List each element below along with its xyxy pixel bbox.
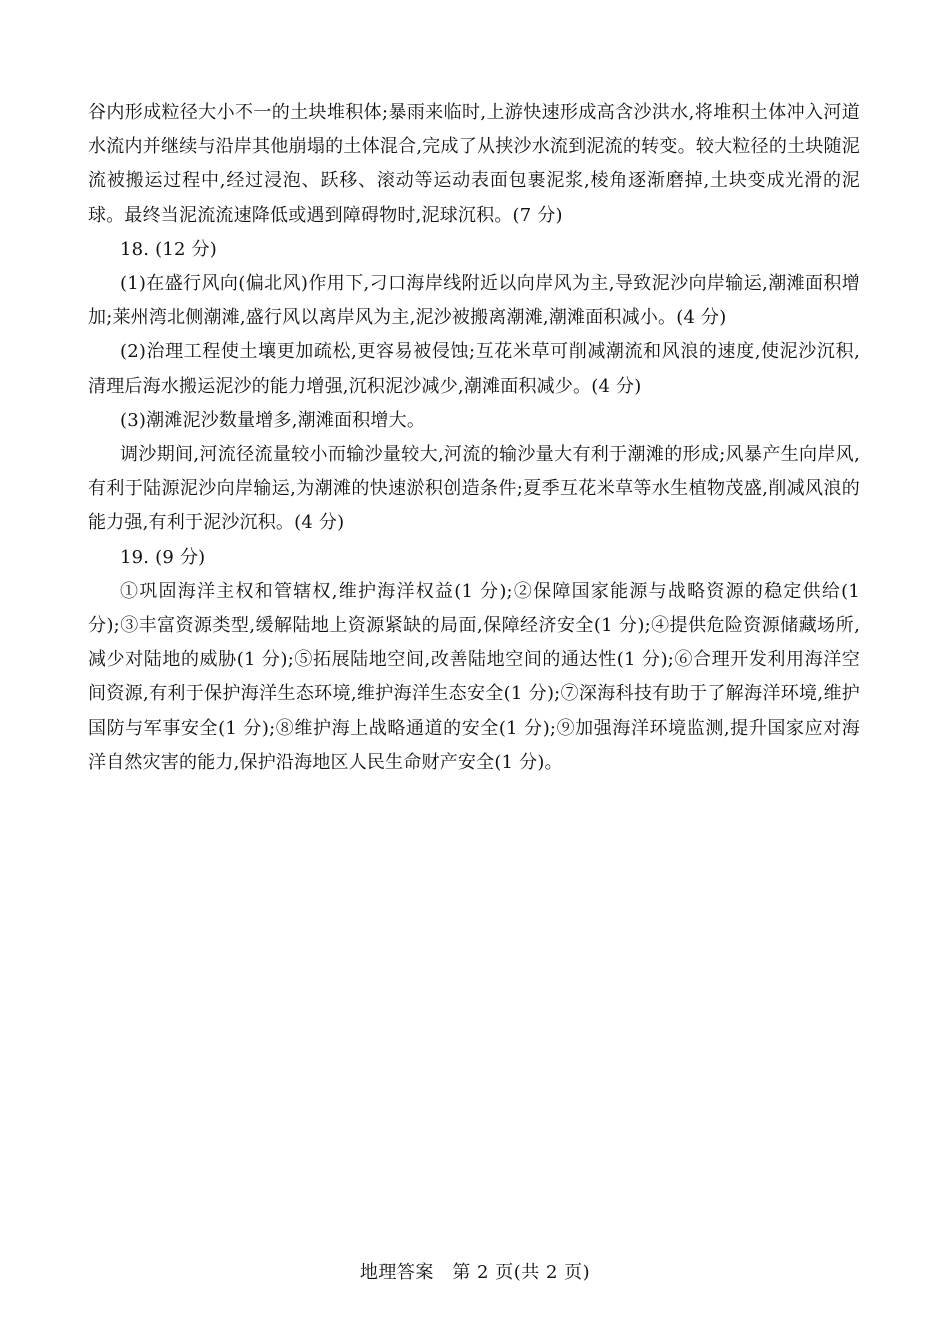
q18-heading: 18. (12 分) xyxy=(120,238,218,260)
q19-heading: 19. (9 分) xyxy=(120,546,206,568)
q17-answer-continuation: 谷内形成粒径大小不一的土块堆积体;暴雨来临时,上游快速形成高含沙洪水,将堆积土体冲入河道水流内并继续与沿岸其他崩塌的土体混合,完成了从挟沙水流到泥流的转变。较大粒径的土块随泥流被搬运过程中,经过浸泡、跃移、滚动等运动表面包裹泥浆,棱角逐渐磨掉,土块变成光滑的泥球。最终当泥流流速降低或遇到障碍物时,泥球沉积。(7 分) xyxy=(88,102,860,226)
q19-answer: ①巩固海洋主权和管辖权,维护海洋权益(1 分);②保障国家能源与战略资源的稳定供给(1 分);③丰富资源类型,缓解陆地上资源紧缺的局面,保障经济安全(1 分);④提供危险资源储藏场所,减少对陆地的威胁(1 分);⑤拓展陆地空间,改善陆地空间的通达性(1 分);⑥合理开发利用海洋空间资源,有利于保护海洋生态环境,维护海洋生态安全(1 分);⑦深海科技有助于了解海洋环境,维护国防与军事安全(1 分);⑧维护海上战略通道的安全(1 分);⑨加强海洋环境监测,提升国家应对海洋自然灾害的能力,保护沿海地区人民生命财产安全(1 分)。 xyxy=(88,580,860,773)
q18-part3-answer: (3)潮滩泥沙数量增多,潮滩面积增大。 xyxy=(120,409,426,431)
q18-part3-explanation: 调沙期间,河流径流量较小而输沙量较大,河流的输沙量大有利于潮滩的形成;风暴产生向岸风,有利于陆源泥沙向岸输运,为潮滩的快速淤积创造条件;夏季互花米草等水生植物茂盛,削减风浪的能力强,有利于泥沙沉积。(4 分) xyxy=(88,444,860,534)
answer-content xyxy=(88,96,860,780)
q18-part2-answer: (2)治理工程使土壤更加疏松,更容易被侵蚀;互花米草可削减潮流和风浪的速度,使泥沙沉积,清理后海水搬运泥沙的能力增强,沉积泥沙减少,潮滩面积减少。(4 分) xyxy=(88,341,860,397)
page-footer: 地理答案 第 2 页(共 2 页) xyxy=(359,1262,591,1283)
q18-part1-answer: (1)在盛行风向(偏北风)作用下,刁口海岸线附近以向岸风为主,导致泥沙向岸输运,潮滩面积增加;莱州湾北侧潮滩,盛行风以离岸风为主,泥沙被搬离潮滩,潮滩面积减小。(4 分) xyxy=(88,273,860,329)
